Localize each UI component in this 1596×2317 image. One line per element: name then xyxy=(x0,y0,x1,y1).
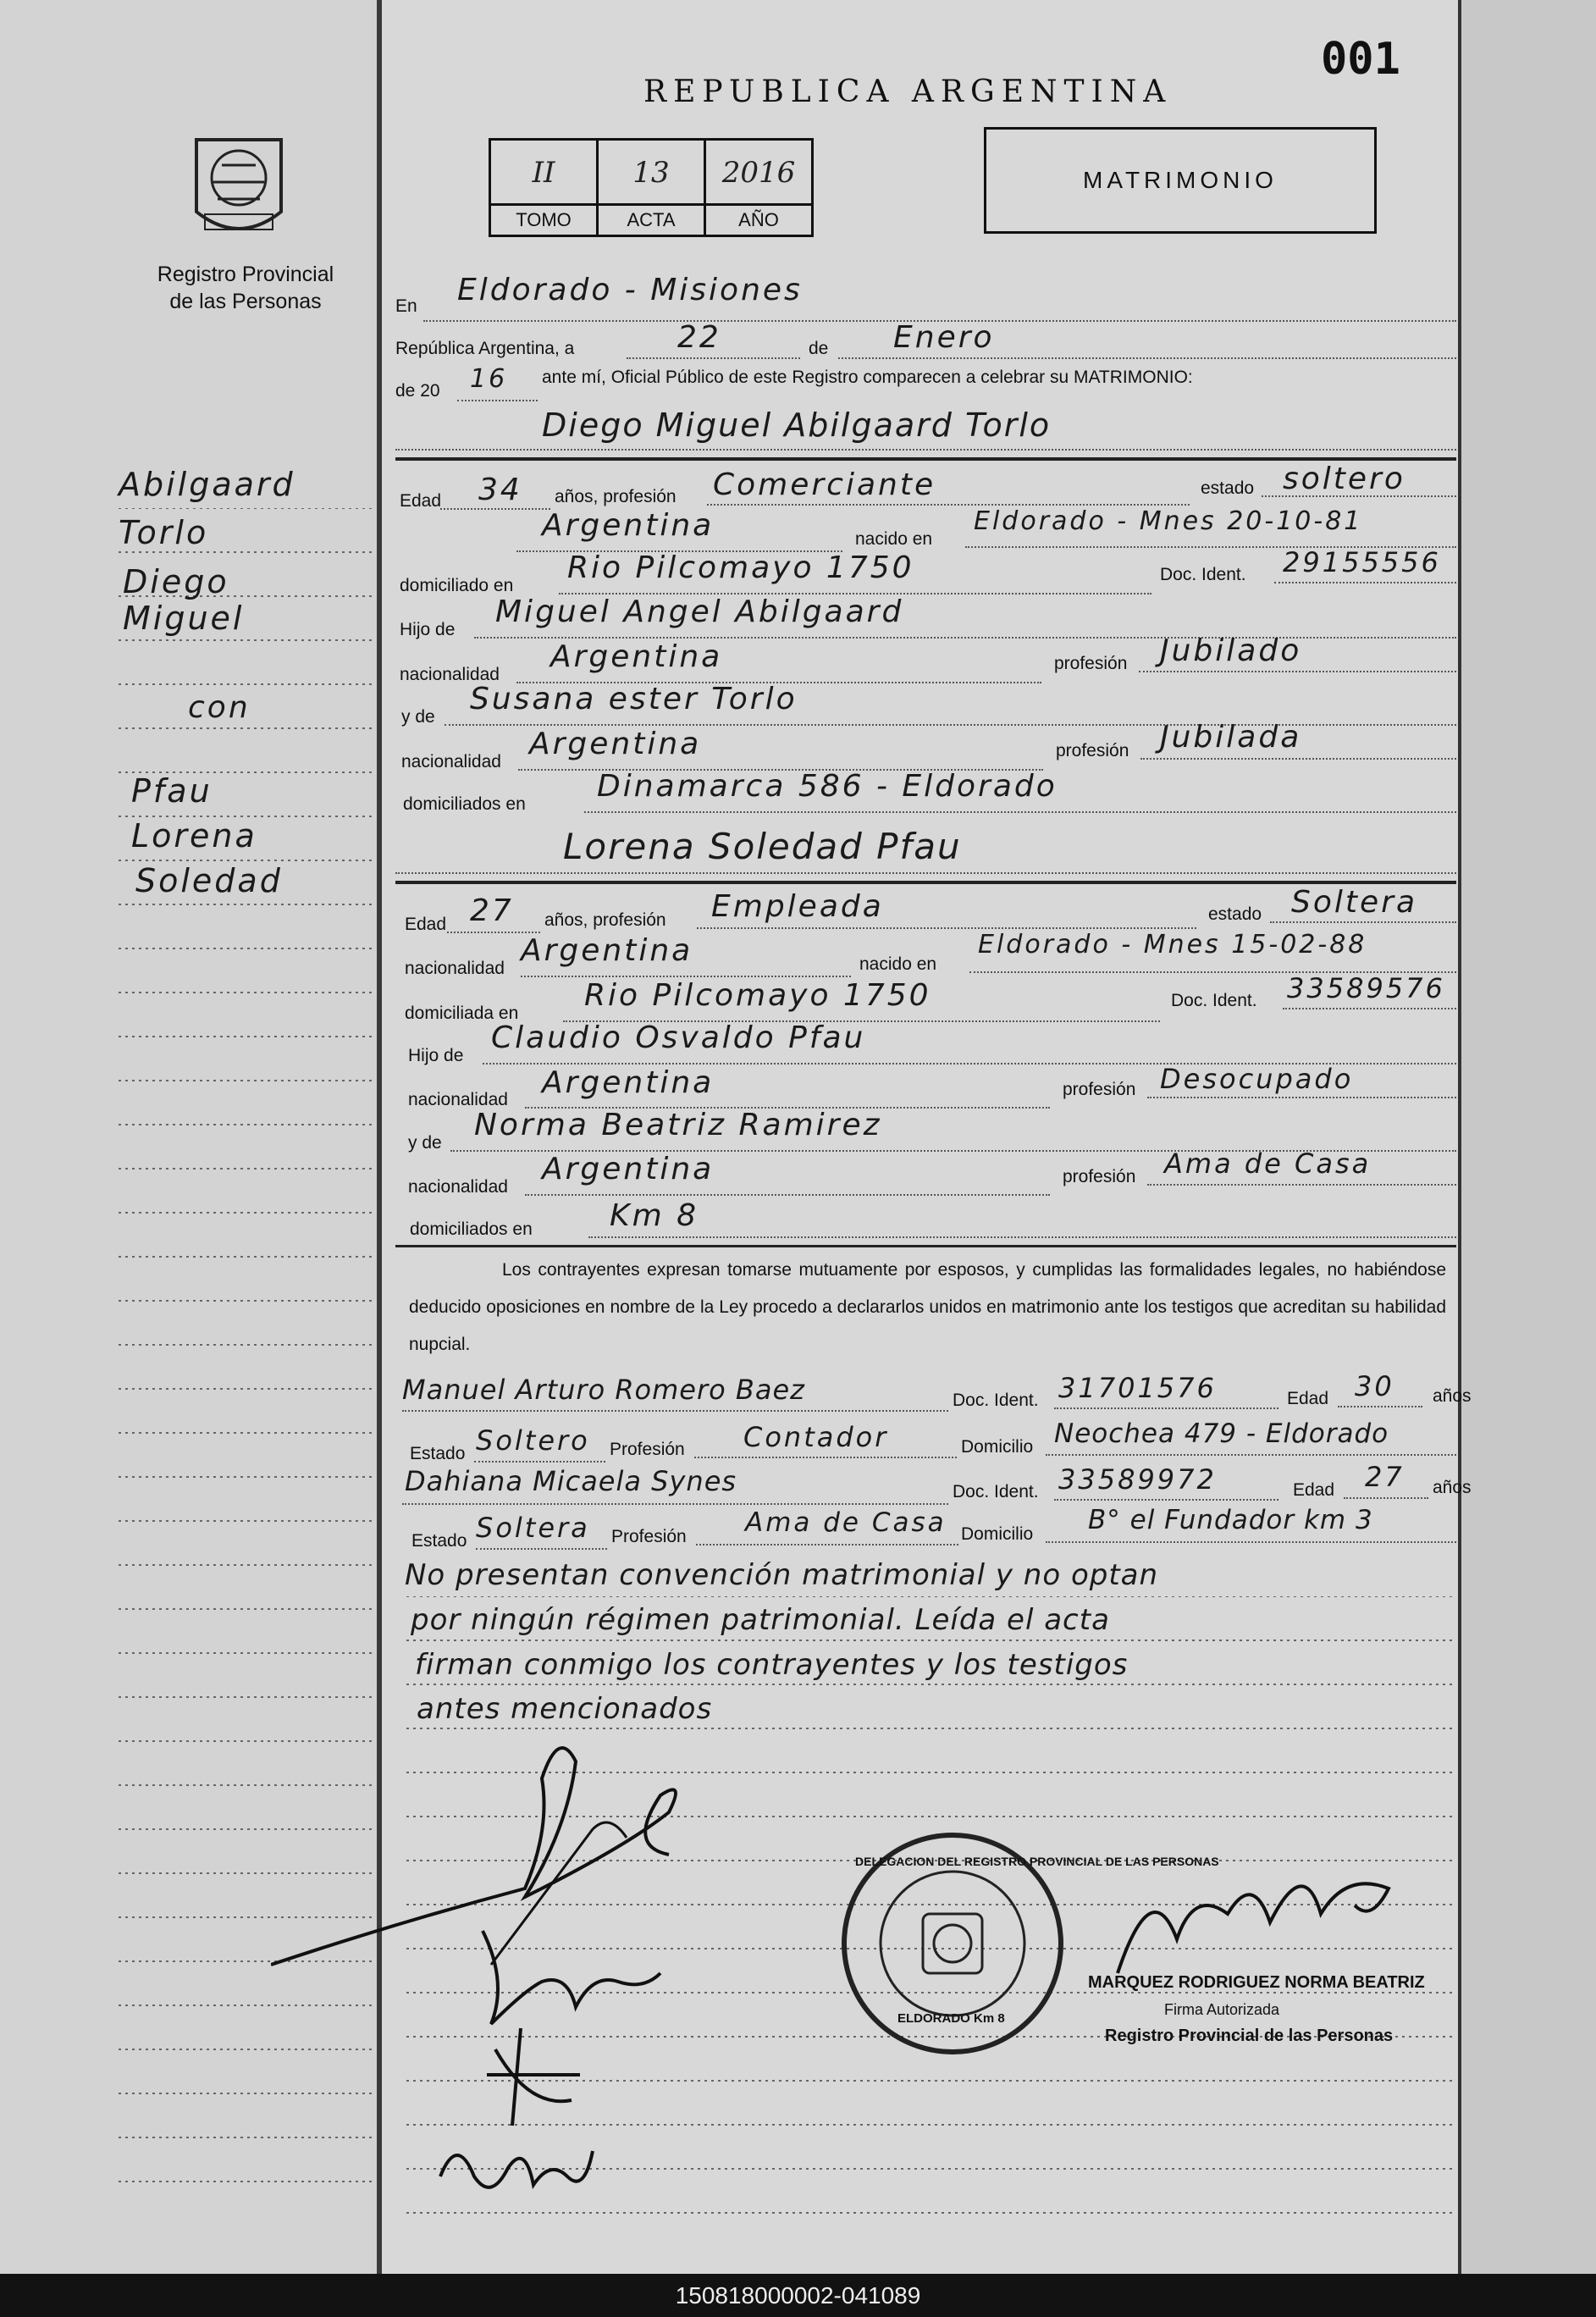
witness1-name: Manuel Arturo Romero Baez xyxy=(402,1374,805,1406)
bride-status: Soltera xyxy=(1291,885,1418,920)
bride-status-line xyxy=(1270,921,1456,923)
witness2-age-line xyxy=(1344,1497,1428,1499)
bride-mother-nationality: Argentina xyxy=(542,1152,715,1186)
tomo-label: TOMO xyxy=(491,203,596,235)
declaration-divider xyxy=(395,1245,1456,1247)
ano-label: AÑO xyxy=(706,203,811,235)
outer-margin xyxy=(1461,0,1596,2274)
margin-note-7: Lorena xyxy=(131,817,257,854)
register-office-label: Registro Provincial de las Personas xyxy=(157,263,334,313)
groom-nationality: Argentina xyxy=(542,508,715,543)
bride-nationality-line xyxy=(521,976,851,977)
en-label: En xyxy=(395,296,417,316)
groom-father-nationality: Argentina xyxy=(550,639,723,674)
witness1-status-line xyxy=(474,1461,605,1463)
groom-father-profession: Jubilado xyxy=(1160,633,1302,668)
note-line-4: antes mencionados xyxy=(417,1692,713,1726)
groom-born-label: nacido en xyxy=(855,529,933,549)
official-office: Registro Provincial de las Personas xyxy=(1105,2027,1394,2045)
bride-profession: Empleada xyxy=(711,889,884,924)
bride-divider xyxy=(395,881,1456,884)
witness1-name-line xyxy=(402,1410,948,1412)
witness2-age: 27 xyxy=(1365,1461,1405,1493)
year-line xyxy=(457,400,538,401)
bride-born: Eldorado - Mnes 15-02-88 xyxy=(978,930,1367,959)
groom-address: Rio Pilcomayo 1750 xyxy=(567,550,914,585)
witness1-prof-label: Profesión xyxy=(610,1440,685,1459)
groom-father-prof-line xyxy=(1139,671,1456,672)
groom-profession-line xyxy=(707,504,1190,506)
bride-mother: Norma Beatriz Ramirez xyxy=(474,1108,882,1142)
margin-note-1: Abilgaard xyxy=(119,466,295,503)
groom-father-label: Hijo de xyxy=(400,620,456,639)
signature-witness-1 xyxy=(470,2024,588,2134)
seal-text: DELEGACION DEL REGISTRO PROVINCIAL DE LAS PERSONAS xyxy=(855,1855,1219,1868)
bride-father: Claudio Osvaldo Pfau xyxy=(491,1020,866,1055)
tomo-cell xyxy=(491,141,599,235)
groom-age-line xyxy=(440,508,550,510)
margin-note-3: Diego xyxy=(123,563,229,600)
margin-note-6: Pfau xyxy=(131,772,213,810)
witness2-name-line xyxy=(402,1503,948,1505)
bride-parents-address: Km 8 xyxy=(610,1198,699,1233)
bride-doc-line xyxy=(1283,1008,1456,1009)
witness2-name: Dahiana Micaela Synes xyxy=(405,1465,737,1497)
bride-father-nationality: Argentina xyxy=(542,1065,715,1100)
witness2-doc-label: Doc. Ident. xyxy=(953,1482,1039,1501)
groom-mother-nat-label: nacionalidad xyxy=(401,752,501,771)
groom-mother-nationality: Argentina xyxy=(529,727,702,761)
declaration-text: Los contrayentes expresan tomarse mutuamente por esposos, y cumplidas las formalidades legales, no habiéndose deducido oposiciones en nombre de la Ley procedo a declararlos unidos en matrimonio ante los testigos que acreditan su habilidad nupcial. xyxy=(409,1260,1446,1354)
place-value: Eldorado - Misiones xyxy=(457,273,803,307)
witness1-status: Soltero xyxy=(476,1424,590,1457)
bride-doc-label: Doc. Ident. xyxy=(1171,991,1257,1010)
witness2-age-label: Edad xyxy=(1293,1480,1335,1500)
witness2-prof-label: Profesión xyxy=(611,1527,687,1546)
groom-mother-prof-line xyxy=(1140,758,1456,760)
witness1-addr-line xyxy=(1046,1454,1456,1456)
groom-divider xyxy=(395,457,1456,461)
bride-name-line xyxy=(395,872,1456,874)
groom-father: Miguel Angel Abilgaard xyxy=(495,594,904,629)
bride-nationality-label: nacionalidad xyxy=(405,959,505,978)
note-line-2: por ningún régimen patrimonial. Leída el acta xyxy=(411,1603,1110,1637)
witness1-age-label: Edad xyxy=(1287,1389,1329,1408)
bride-nationality: Argentina xyxy=(521,933,693,968)
acta-label: ACTA xyxy=(599,203,704,235)
groom-mother: Susana ester Torlo xyxy=(470,682,798,716)
bride-mother-nat-label: nacionalidad xyxy=(408,1177,508,1197)
year-value: 16 xyxy=(470,364,508,394)
bride-address-label: domiciliada en xyxy=(405,1004,519,1023)
ano-value: 2016 xyxy=(721,156,796,190)
bride-address: Rio Pilcomayo 1750 xyxy=(584,978,931,1013)
groom-doc-line xyxy=(1274,582,1456,583)
witness2-profession: Ama de Casa xyxy=(745,1507,947,1538)
bride-father-label: Hijo de xyxy=(408,1046,464,1065)
bride-age-label: Edad xyxy=(405,915,447,934)
groom-age: 34 xyxy=(478,473,522,507)
bride-mother-profession: Ama de Casa xyxy=(1164,1147,1372,1180)
tomo-value: II xyxy=(532,156,555,190)
groom-father-nat-label: nacionalidad xyxy=(400,665,500,684)
groom-name: Diego Miguel Abilgaard Torlo xyxy=(542,406,1052,444)
footer-code: 150818000002-041089 xyxy=(0,2274,1596,2317)
groom-father-prof-label: profesión xyxy=(1054,654,1128,673)
bride-age: 27 xyxy=(470,893,514,928)
bride-profession-label: años, profesión xyxy=(544,910,666,930)
ano-cell xyxy=(706,141,811,235)
witness1-age-line xyxy=(1338,1406,1422,1407)
bride-status-label: estado xyxy=(1208,904,1262,924)
bride-profession-line xyxy=(697,927,1196,929)
bride-father-profession: Desocupado xyxy=(1160,1063,1354,1095)
bride-parents-addr-label: domiciliados en xyxy=(410,1219,533,1239)
reference-table xyxy=(489,138,814,237)
witness1-profession: Contador xyxy=(743,1421,889,1453)
witness1-anos-label: años xyxy=(1433,1386,1472,1406)
republica-label: República Argentina, a xyxy=(395,339,575,358)
groom-status: soltero xyxy=(1283,462,1405,496)
groom-parents-addr-label: domiciliados en xyxy=(403,794,526,814)
witness1-age: 30 xyxy=(1355,1370,1394,1402)
official-title: Firma Autorizada xyxy=(1164,2001,1280,2018)
groom-profession-label: años, profesión xyxy=(555,487,677,506)
bride-parents-addr-line xyxy=(588,1236,1456,1238)
day-line xyxy=(627,357,800,359)
groom-profession: Comerciante xyxy=(713,467,936,502)
de-20-label: de 20 xyxy=(395,381,440,401)
margin-note-5: con xyxy=(188,690,251,725)
bride-name: Lorena Soledad Pfau xyxy=(563,826,962,867)
groom-address-label: domiciliado en xyxy=(400,576,514,595)
witness2-status-label: Estado xyxy=(411,1531,467,1551)
official-name: MARQUEZ RODRIGUEZ NORMA BEATRIZ xyxy=(1088,1973,1425,1992)
acta-value: 13 xyxy=(632,156,670,190)
groom-parents-address: Dinamarca 586 - Eldorado xyxy=(597,769,1058,804)
page-number: 001 xyxy=(1321,34,1400,85)
province-logo-icon xyxy=(188,131,290,250)
bride-born-label: nacido en xyxy=(859,954,937,974)
bride-mother-label: y de xyxy=(408,1133,442,1153)
groom-mother-line xyxy=(445,724,1456,726)
margin-note-4: Miguel xyxy=(123,600,245,637)
witness1-doc-label: Doc. Ident. xyxy=(953,1391,1039,1410)
witness2-status: Soltera xyxy=(476,1512,590,1544)
bride-mother-nat-line xyxy=(525,1194,1050,1196)
act-type-box: MATRIMONIO xyxy=(984,127,1377,234)
witness2-doc: 33589972 xyxy=(1058,1463,1217,1496)
de-label: de xyxy=(809,339,829,358)
groom-doc-label: Doc. Ident. xyxy=(1160,565,1246,584)
groom-status-label: estado xyxy=(1201,478,1255,498)
margin-note-8: Soledad xyxy=(135,862,283,899)
groom-mother-label: y de xyxy=(401,707,435,727)
groom-age-label: Edad xyxy=(400,491,442,511)
groom-father-line xyxy=(474,637,1456,639)
groom-mother-profession: Jubilada xyxy=(1160,720,1302,755)
witness2-address: B° el Fundador km 3 xyxy=(1088,1505,1373,1535)
witness1-status-label: Estado xyxy=(410,1444,466,1463)
month-value: Enero xyxy=(893,320,995,355)
witness2-prof-line xyxy=(696,1544,958,1546)
groom-mother-prof-label: profesión xyxy=(1056,741,1129,760)
groom-parents-addr-line xyxy=(584,811,1456,813)
witness1-doc: 31701576 xyxy=(1058,1372,1217,1404)
signature-bride xyxy=(474,1914,694,2032)
witness2-addr-label: Domicilio xyxy=(961,1524,1034,1544)
groom-name-line xyxy=(395,449,1456,451)
bride-mother-prof-label: profesión xyxy=(1063,1167,1136,1186)
signature-witness-2 xyxy=(432,2126,601,2210)
document-header: REPUBLICA ARGENTINA xyxy=(643,75,1173,109)
bride-father-prof-line xyxy=(1147,1097,1456,1098)
bride-doc: 33589576 xyxy=(1287,972,1445,1004)
ante-mi-label: ante mí, Oficial Público de este Registro comparecen a celebrar su MATRIMONIO: xyxy=(542,368,1193,387)
acta-cell xyxy=(599,141,706,235)
witness1-addr-label: Domicilio xyxy=(961,1437,1034,1457)
note-line-1: No presentan convención matrimonial y no optan xyxy=(405,1558,1159,1592)
month-line xyxy=(838,357,1456,359)
witness1-prof-line xyxy=(694,1457,957,1458)
groom-doc: 29155556 xyxy=(1283,546,1441,578)
witness2-doc-line xyxy=(1054,1499,1278,1501)
witness1-doc-line xyxy=(1054,1407,1278,1409)
seal-place: ELDORADO Km 8 xyxy=(897,2011,1005,2026)
note-line-3: firman conmigo los contrayentes y los testigos xyxy=(415,1648,1129,1682)
witness2-addr-line xyxy=(1046,1541,1456,1543)
bride-father-prof-label: profesión xyxy=(1063,1080,1136,1099)
witness2-status-line xyxy=(476,1548,607,1550)
bride-mother-prof-line xyxy=(1147,1184,1456,1186)
witness2-anos-label: años xyxy=(1433,1478,1472,1497)
margin-note-2: Torlo xyxy=(119,514,209,551)
day-value: 22 xyxy=(677,320,721,355)
bride-father-nat-label: nacionalidad xyxy=(408,1090,508,1109)
witness1-address: Neochea 479 - Eldorado xyxy=(1054,1418,1389,1449)
groom-born: Eldorado - Mnes 20-10-81 xyxy=(974,506,1363,536)
